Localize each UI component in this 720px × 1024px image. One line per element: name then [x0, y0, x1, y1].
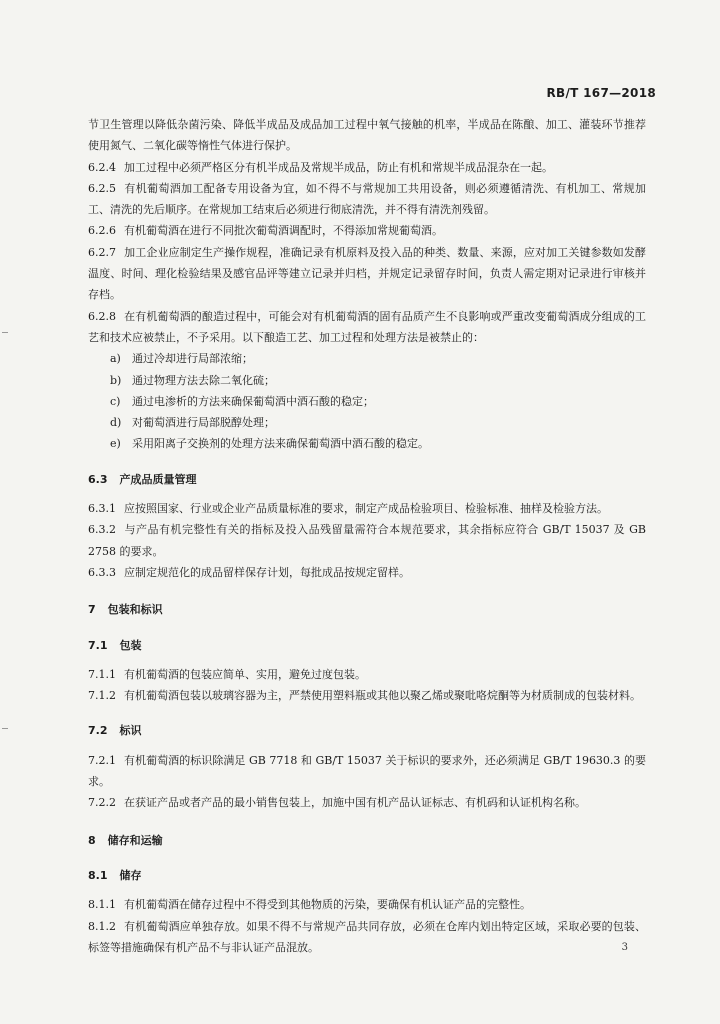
- clause-8-1-1: 8.1.1 有机葡萄酒在储存过程中不得受到其他物质的污染，要确保有机认证产品的完整性。: [88, 898, 531, 912]
- prohibited-item-e: e) 采用阳离子交换剂的处理方法来确保葡萄酒中酒石酸的稳定。: [110, 437, 429, 451]
- clause-7-2-1: 7.2.1 有机葡萄酒的标识除满足 GB 7718 和 GB/T 15037 关于标识的要求外，还必须满足 GB/T 19630.3 的要求。: [88, 753, 646, 789]
- clause-6-2-7: 6.2.7 加工企业应制定生产操作规程，准确记录有机原料及投入品的种类、数量、来源，应对加工关键参数如发酵温度、时间、理化检验结果及感官品评等建立记录并归档，并规定记录留存时间，负责人需定期对记录进行审核并存档。: [88, 245, 646, 302]
- clause-6-3-2: 6.3.2 与产品有机完整性有关的指标及投入品残留量需符合本规范要求，其余指标应符合 GB/T 15037 及 GB 2758 的要求。: [88, 523, 646, 558]
- heading-7-2: 7.2 标识: [88, 724, 142, 738]
- clause-6-2-6: 6.2.6 有机葡萄酒在进行不同批次葡萄酒调配时，不得添加常规葡萄酒。: [88, 224, 443, 238]
- heading-6-3: 6.3 产成品质量管理: [88, 472, 197, 486]
- heading-7-1: 7.1 包装: [88, 638, 142, 652]
- clause-6-3-1: 6.3.1 应按照国家、行业或企业产品质量标准的要求，制定产成品检验项目、检验标准、抽样及检验方法。: [88, 502, 608, 516]
- clause-8-1-2: 8.1.2 有机葡萄酒应单独存放。如果不得不与常规产品共同存放，必须在仓库内划出特定区域，采取必要的包装、标签等措施确保有机产品不与非认证产品混放。: [88, 919, 646, 954]
- clause-7-2-2: 7.2.2 在获证产品或者产品的最小销售包装上，加施中国有机产品认证标志、有机码和认证机构名称。: [88, 796, 586, 810]
- page-content: [88, 114, 646, 958]
- scan-edge-mark: [2, 728, 8, 729]
- clause-6-2-8: 6.2.8 在有机葡萄酒的酿造过程中，可能会对有机葡萄酒的固有品质产生不良影响或严重改变葡萄酒成分组成的工艺和技术应被禁止，不予采用。以下酿造工艺、加工过程和处理方法是被禁止的：: [88, 309, 646, 344]
- prohibited-item-b: b) 通过物理方法去除二氧化硫；: [110, 373, 275, 387]
- prohibited-item-c: c) 通过电渗析的方法来确保葡萄酒中酒石酸的稳定；: [110, 394, 374, 408]
- clause-7-1-1: 7.1.1 有机葡萄酒的包装应简单、实用，避免过度包装。: [88, 667, 366, 681]
- clause-7-1-2: 7.1.2 有机葡萄酒包装以玻璃容器为主，严禁使用塑料瓶或其他以聚乙烯或聚吡咯烷酮等为材质制成的包装材料。: [88, 689, 641, 703]
- standard-code: RB/T 167—2018: [546, 86, 656, 100]
- scan-edge-mark: [2, 332, 8, 333]
- continuation-paragraph: 节卫生管理以降低杂菌污染、降低半成品及成品加工过程中氧气接触的机率，半成品在陈酿、加工、灌装环节推荐使用氮气、二氧化碳等惰性气体进行保护。: [88, 118, 646, 153]
- clause-6-3-3: 6.3.3 应制定规范化的成品留样保存计划，每批成品按规定留样。: [88, 565, 410, 579]
- heading-8: 8 储存和运输: [88, 833, 163, 847]
- page-number: 3: [621, 942, 628, 953]
- prohibited-item-d: d) 对葡萄酒进行局部脱醇处理；: [110, 416, 275, 430]
- prohibited-item-a: a) 通过冷却进行局部浓缩；: [110, 352, 253, 366]
- clause-6-2-5: 6.2.5 有机葡萄酒加工配备专用设备为宜，如不得不与常规加工共用设备，则必须遵循清洗、有机加工、常规加工、清洗的先后顺序。在常规加工结束后必须进行彻底清洗，并不得有清洗剂残留。: [88, 181, 646, 217]
- clause-6-2-4: 6.2.4 加工过程中必须严格区分有机半成品及常规半成品，防止有机和常规半成品混杂在一起。: [88, 160, 553, 174]
- heading-8-1: 8.1 储存: [88, 868, 142, 882]
- heading-7: 7 包装和标识: [88, 603, 163, 617]
